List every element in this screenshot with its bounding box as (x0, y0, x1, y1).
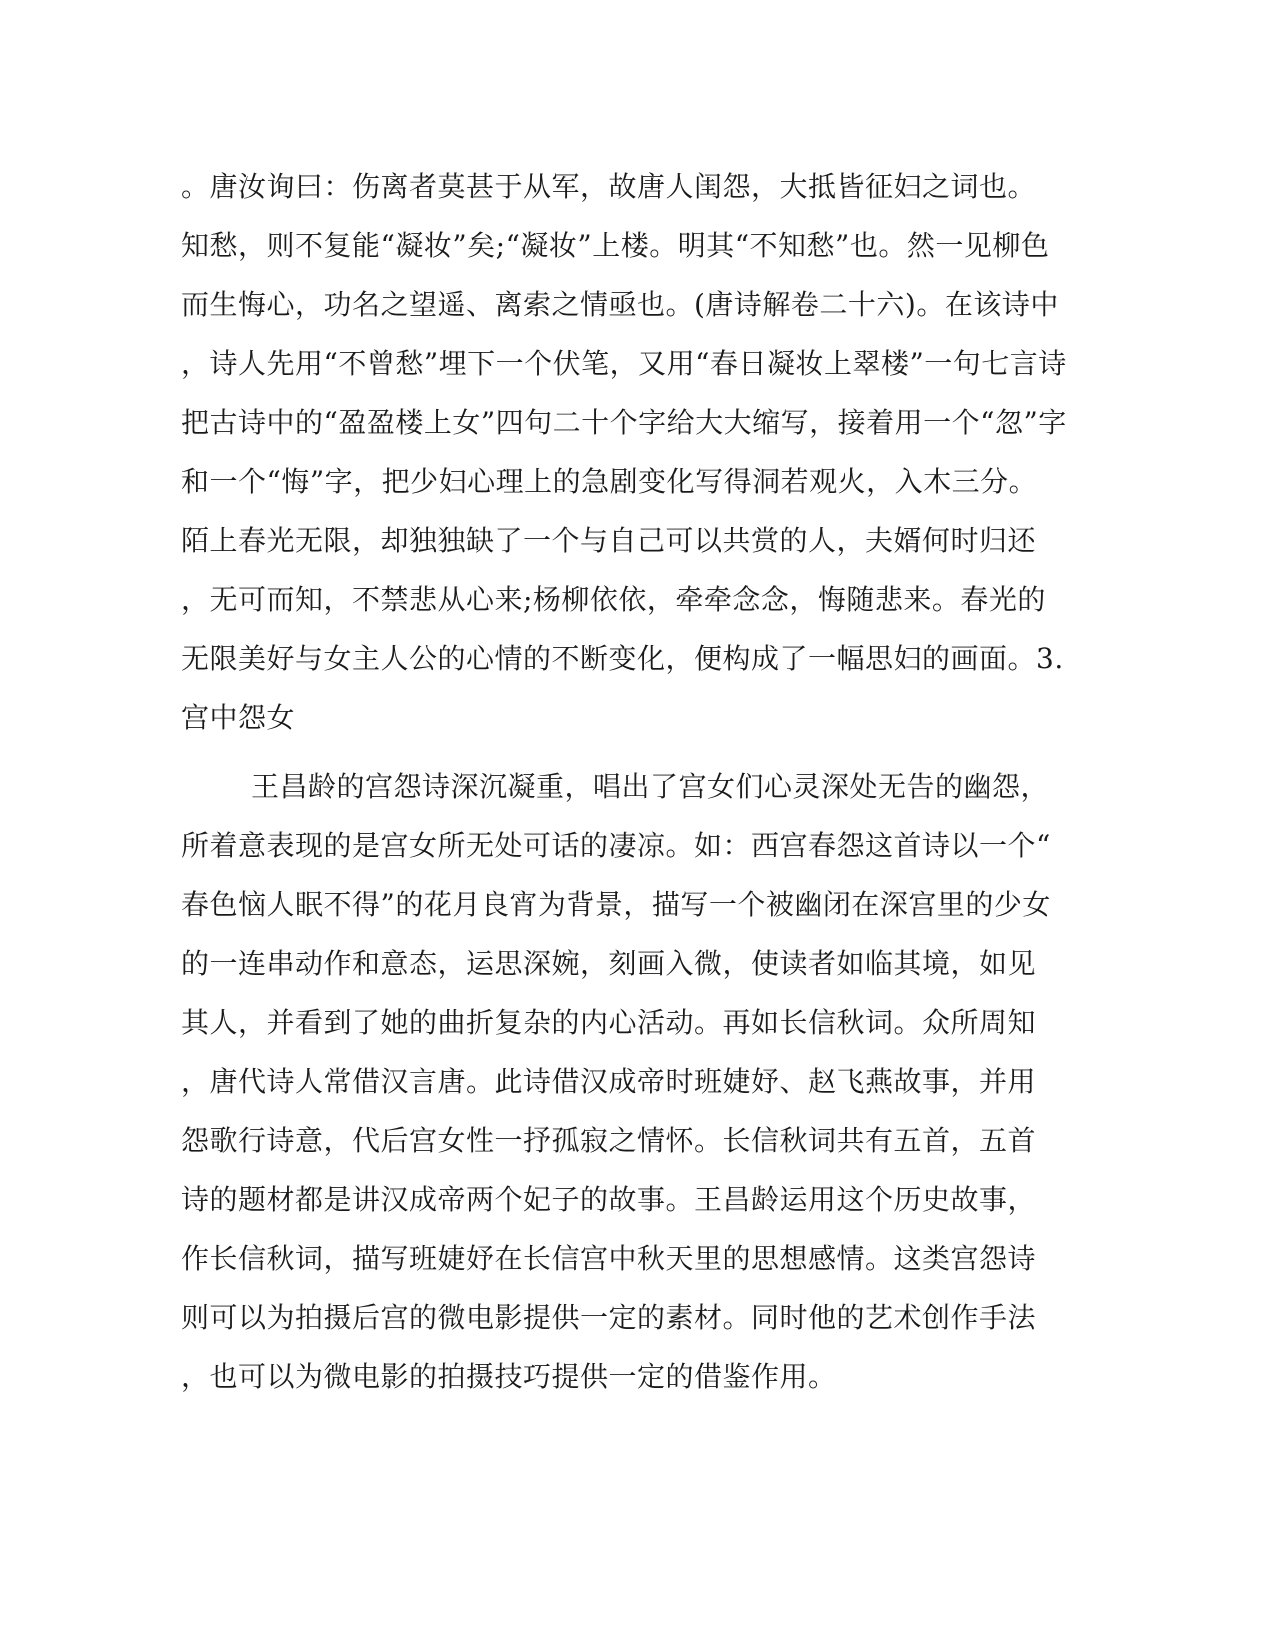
paragraph-1 (181, 157, 1067, 747)
paragraph-spacer (181, 747, 1061, 757)
text-line: ，无可而知，不禁悲从心来;杨柳依依，牵牵念念，悔随悲来。春光的 (181, 583, 1046, 616)
body-text (181, 157, 1067, 1406)
text-line: 则可以为拍摄后宫的微电影提供一定的素材。同时他的艺术创作手法 (181, 1301, 1037, 1334)
text-line: 而生悔心，功名之望遥、离索之情亟也。(唐诗解卷二十六)。在该诗中 (181, 288, 1059, 321)
text-line: 的一连串动作和意态，运思深婉，刻画入微，使读者如临其境，如见 (181, 947, 1037, 980)
text-line: ，诗人先用“不曾愁”埋下一个伏笔，又用“春日凝妆上翠楼”一句七言诗 (181, 347, 1067, 380)
text-line: 。唐汝询曰：伤离者莫甚于从军，故唐人闺怨，大抵皆征妇之词也。 (181, 170, 1037, 203)
paragraph-2 (181, 757, 1061, 1406)
text-line: 怨歌行诗意，代后宫女性一抒孤寂之情怀。长信秋词共有五首，五首 (181, 1124, 1037, 1157)
text-line: 把古诗中的“盈盈楼上女”四句二十个字给大大缩写，接着用一个“忽”字 (181, 406, 1067, 439)
text-line: 和一个“悔”字，把少妇心理上的急剧变化写得洞若观火，入木三分。 (181, 465, 1038, 498)
text-line: 知愁，则不复能“凝妆”矣;“凝妆”上楼。明其“不知愁”也。然一见柳色 (181, 229, 1050, 262)
text-line: 其人，并看到了她的曲折复杂的内心活动。再如长信秋词。众所周知 (181, 1006, 1037, 1039)
text-line: 春色恼人眠不得”的花月良宵为背景，描写一个被幽闭在深宫里的少女 (181, 888, 1051, 921)
text-line: 所着意表现的是宫女所无处可话的凄凉。如：西宫春怨这首诗以一个“ (181, 829, 1051, 862)
text-line: 作长信秋词，描写班婕妤在长信宫中秋天里的思想感情。这类宫怨诗 (181, 1242, 1037, 1275)
text-line: 无限美好与女主人公的心情的不断变化，便构成了一幅思妇的画面。3. (181, 642, 1064, 675)
text-line: 王昌龄的宫怨诗深沉凝重，唱出了宫女们心灵深处无告的幽怨， (251, 770, 1050, 803)
text-line: 陌上春光无限，却独独缺了一个与自己可以共赏的人，夫婿何时归还 (181, 524, 1037, 557)
text-line: 诗的题材都是讲汉成帝两个妃子的故事。王昌龄运用这个历史故事， (181, 1183, 1037, 1216)
text-line: 宫中怨女 (181, 701, 296, 734)
text-line: ，唐代诗人常借汉言唐。此诗借汉成帝时班婕妤、赵飞燕故事，并用 (181, 1065, 1037, 1098)
text-line: ，也可以为微电影的拍摄技巧提供一定的借鉴作用。 (181, 1360, 837, 1393)
